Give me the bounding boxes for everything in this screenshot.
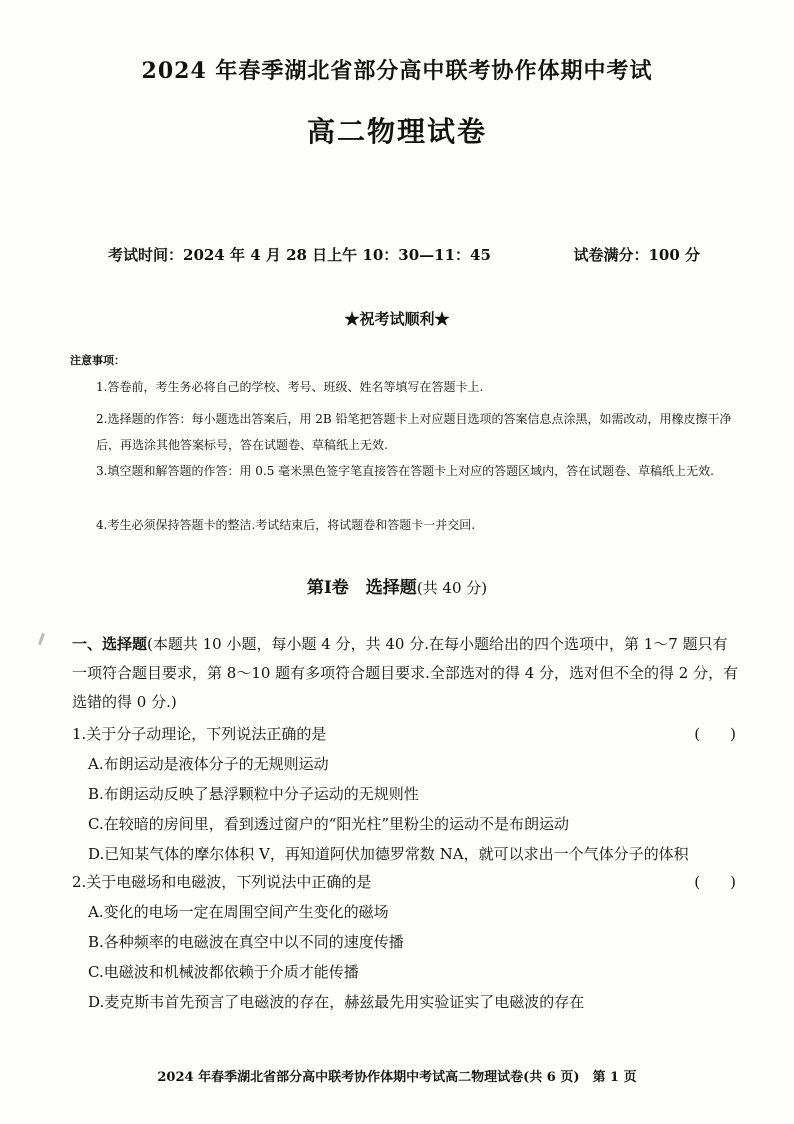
section-subtitle: (共 40 分) [416,579,488,597]
exam-subtitle: 高二物理试卷 [306,115,487,148]
question-stem-text: 2.关于电磁场和电磁波，下列说法中正确的是 [72,873,372,891]
notice-item [70,374,742,400]
notice-item-text: 4.考生必须保持答题卡的整洁.考试结束后，将试题卷和答题卡一并交回. [96,518,476,532]
option-a: A.布朗运动是液体分子的无规则运动 [88,755,329,773]
notice-item-text: 1.答卷前，考生务必将自己的学校、考号、班级、姓名等填写在答题卡上. [96,380,484,394]
mcq-instructions [72,630,740,717]
option-c: C.在较暗的房间里，看到透过窗户的“阳光柱”里粉尘的运动不是布朗运动 [88,815,570,833]
option-d: D.已知某气体的摩尔体积 V，再知道阿伏加德罗常数 NA，就可以求出一个气体分子的体积 [88,845,689,863]
option-a: A.变化的电场一定在周围空间产生变化的磁场 [88,903,389,921]
full-score: 试卷满分：100 分 [573,246,700,264]
blessing-line: ★祝考试顺利★ [344,310,450,328]
section-heading [0,573,794,598]
notice-item [70,458,742,484]
page-footer: 2024 年春季湖北省部分高中联考协作体期中考试高二物理试卷(共 6 页) 第 1 页 [157,1070,637,1085]
scan-speck [38,633,45,645]
question-stem-text: 1.关于分子动理论，下列说法正确的是 [72,725,327,743]
notice-item [70,512,742,538]
exam-time: 考试时间：2024 年 4 月 28 日上午 10：30—11：45 [108,246,491,264]
answer-parentheses: ( ) [694,725,736,743]
notice-title: 注意事项： [70,354,125,367]
section-title: 第Ⅰ卷 选择题 [306,578,417,598]
exam-title: 2024 年春季湖北省部分高中联考协作体期中考试 [141,58,653,84]
notice-item-text: 2.选择题的作答：每小题选出答案后，用 2B 铅笔把答题卡上对应题目选项的答案信息点涂黑，如需改动，用橡皮擦干净后，再选涂其他答案标号，答在试题卷、草稿纸上无效. [96,412,732,452]
option-b: B.各种频率的电磁波在真空中以不同的速度传播 [88,933,404,951]
answer-parentheses: ( ) [694,873,736,891]
question-stem [72,719,740,749]
question-stem [72,867,740,897]
notice-item [70,406,742,458]
option-c: C.电磁波和机械波都依赖于介质才能传播 [88,963,359,981]
question-2 [72,867,740,1017]
mcq-label: 一、选择题 [72,635,148,653]
option-b: B.布朗运动反映了悬浮颗粒中分子运动的无规则性 [88,785,419,803]
question-1 [72,719,740,869]
notice-item-text: 3.填空题和解答题的作答：用 0.5 毫米黑色签字笔直接答在答题卡上对应的答题区域内，答在试题卷、草稿纸上无效. [96,464,714,478]
option-d: D.麦克斯韦首先预言了电磁波的存在，赫兹最先用实验证实了电磁波的存在 [88,993,585,1011]
mcq-intro-text: (本题共 10 小题，每小题 4 分，共 40 分.在每小题给出的四个选项中，第 1～7 题只有一项符合题目要求，第 8～10 题有多项符合题目要求.全部选对的得 4 分，选对但不全的得 2 分，有选错的得 0 分.) [72,635,739,711]
